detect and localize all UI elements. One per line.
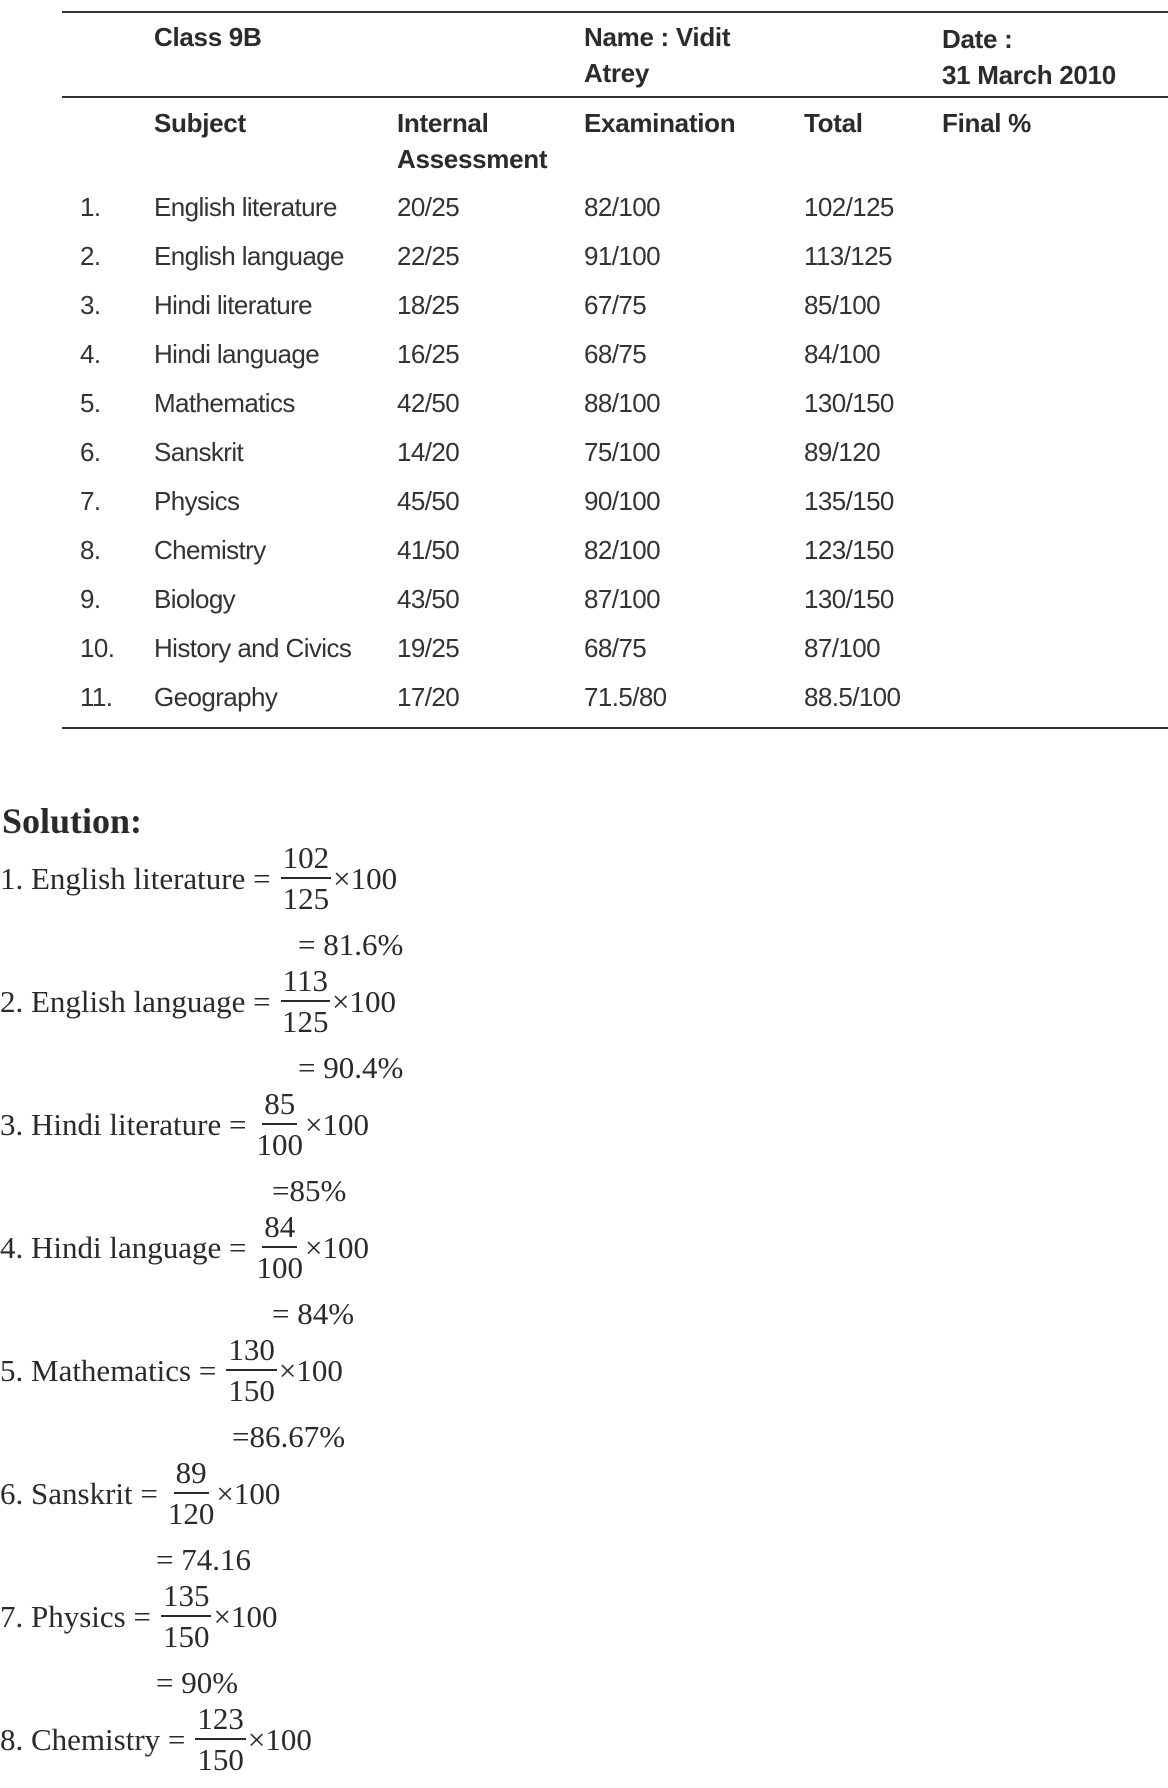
row-number: 6.	[80, 437, 101, 467]
total-cell: 130/150	[804, 388, 894, 418]
date-label: Date :	[942, 24, 1013, 54]
class-label: Class 9B	[154, 22, 262, 52]
solution-equation	[0, 1088, 369, 1160]
subject-cell: English language	[154, 241, 344, 271]
fraction	[161, 1580, 212, 1652]
solution-equation	[0, 842, 397, 914]
fraction-numerator: 85	[262, 1088, 297, 1125]
row-number: 9.	[80, 584, 101, 614]
column-header-subject: Subject	[154, 108, 246, 138]
internal-assessment-cell: 43/50	[397, 584, 460, 614]
fraction	[195, 1703, 246, 1775]
internal-assessment-cell: 20/25	[397, 192, 460, 222]
row-number: 3.	[80, 290, 101, 320]
fraction-denominator: 125	[282, 881, 330, 916]
fraction	[256, 1088, 303, 1160]
multiplier: ×100	[305, 1229, 369, 1265]
examination-cell: 82/100	[584, 192, 660, 222]
fraction-denominator: 150	[228, 1373, 275, 1408]
internal-assessment-cell: 16/25	[397, 339, 460, 369]
solution-equation	[0, 1334, 343, 1406]
solution-equation	[0, 1580, 277, 1652]
examination-cell: 87/100	[584, 584, 660, 614]
equation-label: 4. Hindi language =	[0, 1229, 247, 1265]
row-number: 8.	[80, 535, 101, 565]
multiplier: ×100	[216, 1475, 281, 1511]
row-number: 7.	[80, 486, 101, 516]
table-top-rule	[62, 11, 1168, 13]
fraction-numerator: 130	[226, 1334, 277, 1371]
equation-label: 1. English literature =	[0, 860, 271, 896]
multiplier: ×100	[331, 983, 396, 1019]
fraction-denominator: 150	[162, 1619, 210, 1654]
column-header-total: Total	[804, 108, 863, 138]
fraction-numerator: 113	[281, 965, 330, 1002]
solution-result: = 84%	[272, 1296, 355, 1331]
solution-equation	[0, 1211, 369, 1283]
column-header-examination: Examination	[584, 108, 736, 138]
solution-result: = 74.16	[156, 1542, 251, 1577]
subject-cell: Biology	[154, 584, 236, 614]
row-number: 4.	[80, 339, 101, 369]
total-cell: 87/100	[804, 633, 880, 663]
internal-assessment-cell: 19/25	[397, 633, 460, 663]
multiplier: ×100	[304, 1106, 369, 1142]
internal-assessment-cell: 45/50	[397, 486, 460, 516]
equation-label: 2. English language =	[0, 983, 271, 1019]
examination-cell: 68/75	[584, 339, 647, 369]
solution-equation	[0, 965, 396, 1037]
fraction-numerator: 84	[262, 1211, 297, 1248]
internal-assessment-cell: 17/20	[397, 682, 460, 712]
equation-label: 8. Chemistry =	[0, 1721, 186, 1757]
fraction	[257, 1211, 304, 1283]
table-header-rule	[62, 96, 1168, 98]
student-name-line2: Atrey	[584, 58, 649, 88]
total-cell: 113/125	[804, 241, 892, 271]
multiplier: ×100	[333, 860, 398, 896]
column-header-internal-line1: Internal	[397, 108, 489, 138]
subject-cell: Sanskrit	[154, 437, 244, 467]
examination-cell: 91/100	[584, 241, 660, 271]
fraction-denominator: 150	[197, 1742, 244, 1777]
internal-assessment-cell: 22/25	[397, 241, 460, 271]
total-cell: 135/150	[804, 486, 894, 516]
examination-cell: 68/75	[584, 633, 647, 663]
internal-assessment-cell: 41/50	[397, 535, 460, 565]
solution-result: = 81.6%	[298, 927, 404, 962]
total-cell: 123/150	[804, 535, 894, 565]
solution-result: =85%	[272, 1173, 347, 1208]
fraction-numerator: 89	[174, 1457, 209, 1494]
column-header-final: Final %	[942, 108, 1031, 138]
examination-cell: 82/100	[584, 535, 660, 565]
subject-cell: Hindi literature	[154, 290, 313, 320]
row-number: 5.	[80, 388, 101, 418]
fraction	[281, 965, 330, 1037]
table-bottom-rule	[62, 727, 1168, 729]
multiplier: ×100	[247, 1721, 312, 1757]
examination-cell: 88/100	[584, 388, 660, 418]
subject-cell: Chemistry	[154, 535, 266, 565]
fraction-numerator: 135	[161, 1580, 212, 1617]
subject-cell: History and Civics	[154, 633, 352, 663]
solution-result: = 90%	[156, 1665, 239, 1700]
fraction	[226, 1334, 277, 1406]
internal-assessment-cell: 42/50	[397, 388, 460, 418]
multiplier: ×100	[213, 1598, 278, 1634]
fraction-denominator: 100	[256, 1127, 303, 1162]
examination-cell: 67/75	[584, 290, 647, 320]
date-value: 31 March 2010	[942, 60, 1116, 90]
row-number: 11.	[80, 682, 113, 712]
equation-label: 5. Mathematics =	[0, 1352, 217, 1388]
row-number: 10.	[80, 633, 115, 663]
fraction	[168, 1457, 215, 1529]
student-name-line1: Name : Vidit	[584, 22, 731, 52]
subject-cell: Hindi language	[154, 339, 320, 369]
internal-assessment-cell: 18/25	[397, 290, 460, 320]
fraction-denominator: 100	[256, 1250, 303, 1285]
fraction-numerator: 102	[281, 842, 332, 879]
row-number: 1.	[80, 192, 101, 222]
solution-result: =86.67%	[232, 1419, 346, 1454]
total-cell: 88.5/100	[804, 682, 901, 712]
subject-cell: Geography	[154, 682, 278, 712]
fraction	[281, 842, 332, 914]
internal-assessment-cell: 14/20	[397, 437, 460, 467]
equation-label: 7. Physics =	[0, 1598, 151, 1634]
total-cell: 130/150	[804, 584, 894, 614]
subject-cell: English literature	[154, 192, 337, 222]
column-header-internal-line2: Assessment	[397, 144, 548, 174]
subject-cell: Physics	[154, 486, 240, 516]
solution-equation	[0, 1457, 280, 1529]
row-number: 2.	[80, 241, 101, 271]
equation-label: 3. Hindi literature =	[0, 1106, 247, 1142]
examination-cell: 75/100	[584, 437, 660, 467]
solution-heading: Solution:	[2, 801, 143, 841]
fraction-denominator: 120	[167, 1496, 215, 1531]
subject-cell: Mathematics	[154, 388, 295, 418]
total-cell: 102/125	[804, 192, 894, 222]
fraction-denominator: 125	[282, 1004, 329, 1039]
equation-label: 6. Sanskrit =	[0, 1475, 158, 1511]
solution-result: = 90.4%	[298, 1050, 404, 1085]
total-cell: 89/120	[804, 437, 880, 467]
total-cell: 84/100	[804, 339, 880, 369]
multiplier: ×100	[278, 1352, 343, 1388]
examination-cell: 90/100	[584, 486, 660, 516]
total-cell: 85/100	[804, 290, 880, 320]
solution-equation	[0, 1703, 312, 1775]
examination-cell: 71.5/80	[584, 682, 667, 712]
fraction-numerator: 123	[195, 1703, 246, 1740]
